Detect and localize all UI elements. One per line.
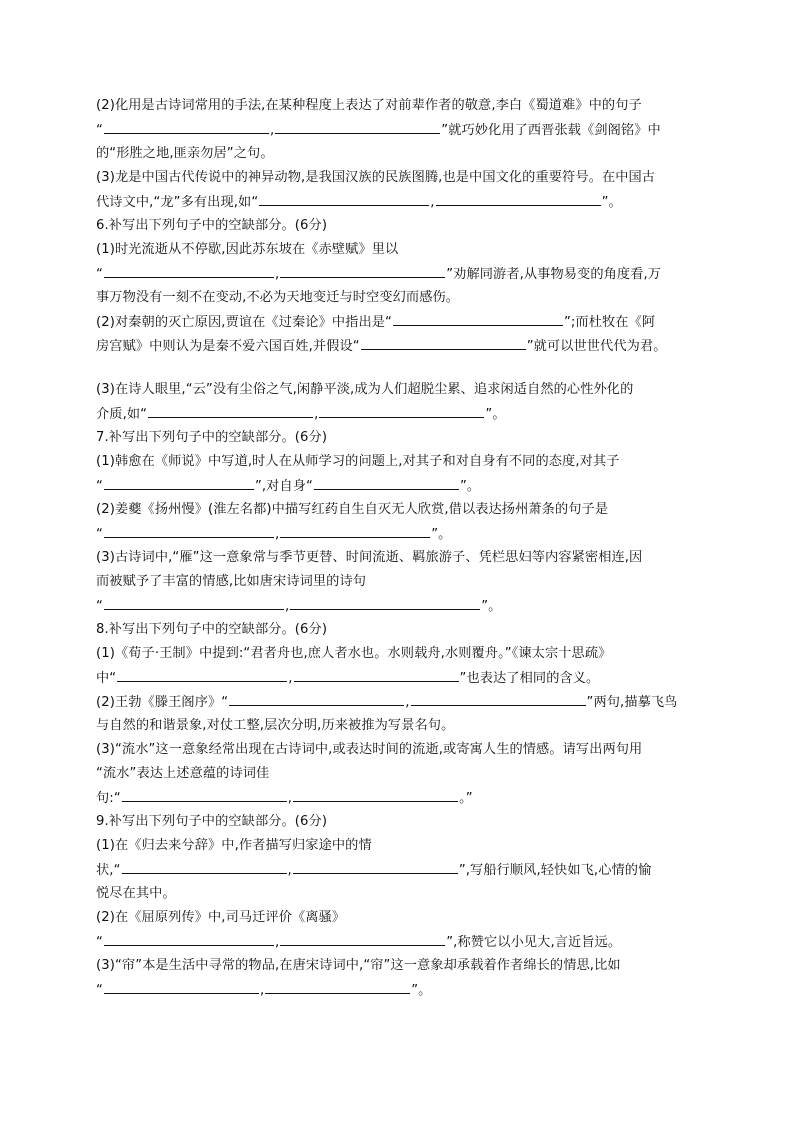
question-text: (3)古诗词中,“雁”这一意象常与季节更替、时间流逝、羁旅游子、凭栏思妇等内容紧密相连,因 <box>96 550 643 565</box>
fill-line <box>96 594 712 618</box>
question-text: (2)姜夔《扬州慢》(淮左名都)中描写红药自生自灭无人欣赏,借以表达扬州萧条的句子是 <box>96 502 609 517</box>
quote-close: ”。 <box>431 527 452 542</box>
question-text: (2)王勃《滕王阁序》“ <box>96 695 229 710</box>
answer-blank[interactable] <box>280 930 445 946</box>
fill-line <box>96 930 712 954</box>
document-page <box>96 94 712 1002</box>
quote-open: “ <box>96 267 103 282</box>
answer-blank[interactable] <box>265 978 410 994</box>
answer-blank[interactable] <box>314 474 459 490</box>
answer-blank[interactable] <box>411 690 586 706</box>
question-text: (1)在《归去来兮辞》中,作者描写归家途中的情 <box>96 838 372 853</box>
question-text: 的“形胜之地,匪亲勿居”之句。 <box>96 146 274 161</box>
separator: , <box>287 863 292 878</box>
separator: , <box>287 791 293 806</box>
question-text: (2)对秦朝的灭亡原因,贾谊在《过秦论》中指出是“ <box>96 315 392 330</box>
text-line <box>96 286 712 310</box>
question-text: 代诗文中,“龙”多有出现,如“ <box>96 195 259 210</box>
question-text: ”就可以世世代代为君。 <box>526 339 667 354</box>
separator: , <box>314 407 319 422</box>
fill-line <box>96 690 712 714</box>
text-line <box>96 834 712 858</box>
answer-blank[interactable] <box>290 594 480 610</box>
fill-line <box>96 522 712 546</box>
question-text: ”劝解同游者,从事物易变的角度看,万 <box>446 267 662 282</box>
text-line <box>96 738 712 762</box>
question-text: 句:“ <box>96 791 121 806</box>
quote-close: ”。 <box>411 983 432 998</box>
quote-close: ”。 <box>481 599 502 614</box>
text-line <box>96 642 712 666</box>
question-text: (3)“帘”本是生活中寻常的物品,在唐宋诗词中,“帘”这一意象却承载着作者绵长的情思,比如 <box>96 958 621 973</box>
fill-line <box>96 474 712 498</box>
text-line <box>96 714 712 738</box>
question-number: 9.补写出下列句子中的空缺部分。(6分) <box>96 814 328 829</box>
separator: , <box>274 935 280 950</box>
quote-open: “ <box>96 983 103 998</box>
fill-line <box>96 310 712 334</box>
answer-blank[interactable] <box>104 594 284 610</box>
answer-blank[interactable] <box>104 930 274 946</box>
question-text: (3)“流水”这一意象经常出现在古诗词中,或表达时间的流逝,或寄寓人生的情感。请写出两句用 <box>96 742 643 757</box>
fill-line <box>96 786 712 810</box>
separator: , <box>269 123 275 138</box>
section-heading <box>96 618 712 642</box>
fill-line <box>96 334 712 358</box>
question-text: ”,对自身“ <box>254 479 313 494</box>
question-text: “流水”表达上述意蕴的诗词佳 <box>96 766 270 781</box>
question-text: (2)化用是古诗词常用的手法,在某种程度上表达了对前辈作者的敬意,李白《蜀道难》中的句子 <box>96 98 642 113</box>
question-text: 事万物没有一刻不在变动,不必为天地变迁与时空变幻而感伤。 <box>96 290 460 305</box>
text-line <box>96 94 712 118</box>
question-number: 7.补写出下列句子中的空缺部分。(6分) <box>96 430 328 445</box>
fill-line <box>96 978 712 1002</box>
answer-blank[interactable] <box>229 690 404 706</box>
answer-blank[interactable] <box>293 786 458 802</box>
quote-close: ”。 <box>601 195 622 210</box>
answer-blank[interactable] <box>436 190 601 206</box>
answer-blank[interactable] <box>361 334 526 350</box>
question-text: (3)龙是中国古代传说中的神异动物,是我国汉族的民族图腾,也是中国文化的重要符号。在中国古 <box>96 170 656 185</box>
text-line <box>96 906 712 930</box>
answer-blank[interactable] <box>104 978 259 994</box>
question-text: 状,“ <box>96 863 121 878</box>
answer-blank[interactable] <box>293 858 458 874</box>
question-text: 与自然的和谐景象,对仗工整,层次分明,历来被推为写景名句。 <box>96 718 455 733</box>
question-text: ”也表达了相同的含义。 <box>459 671 600 686</box>
quote-open: “ <box>96 527 103 542</box>
quote-open: “ <box>96 935 103 950</box>
text-line <box>96 450 712 474</box>
question-text: (1)韩愈在《师说》中写道,时人在从师学习的问题上,对其子和对自身有不同的态度,对其子 <box>96 454 620 469</box>
fill-line <box>96 118 712 142</box>
separator: , <box>274 267 280 282</box>
answer-blank[interactable] <box>319 402 484 418</box>
question-text: ”;而杜牧在《阿 <box>563 315 656 330</box>
question-text: ”,写船行顺风,轻快如飞,心情的愉 <box>458 863 652 878</box>
question-text: (1)时光流逝从不停歇,因此苏东坡在《赤壁赋》里以 <box>96 242 399 257</box>
question-text: 房宫赋》中则认为是秦不爱六国百姓,并假设“ <box>96 339 360 354</box>
question-text: ”,称赞它以小见大,言近旨远。 <box>446 935 622 950</box>
text-line <box>96 498 712 522</box>
answer-blank[interactable] <box>148 402 313 418</box>
answer-blank[interactable] <box>275 118 440 134</box>
question-text: ”就巧妙化用了西晋张载《剑阁铭》中 <box>441 123 661 138</box>
section-heading <box>96 214 712 238</box>
fill-line <box>96 402 712 426</box>
answer-blank[interactable] <box>104 118 269 134</box>
section-heading <box>96 426 712 450</box>
separator: , <box>284 599 290 614</box>
spacer <box>96 358 712 378</box>
fill-line <box>96 858 712 882</box>
quote-close: ”。 <box>459 479 481 494</box>
quote-open: “ <box>96 123 103 138</box>
answer-blank[interactable] <box>104 522 274 538</box>
text-line <box>96 166 712 190</box>
answer-blank[interactable] <box>104 474 254 490</box>
text-line <box>96 378 712 402</box>
answer-blank[interactable] <box>294 666 459 682</box>
fill-line <box>96 262 712 286</box>
question-text: 悦尽在其中。 <box>96 886 176 901</box>
question-text: 而被赋予了丰富的情感,比如唐宋诗词里的诗句 <box>96 574 367 589</box>
answer-blank[interactable] <box>122 858 287 874</box>
question-text: 介质,如“ <box>96 407 148 422</box>
text-line <box>96 546 712 570</box>
question-number: 6.补写出下列句子中的空缺部分。(6分) <box>96 218 328 233</box>
quote-open: “ <box>96 479 103 494</box>
answer-blank[interactable] <box>259 190 429 206</box>
separator: , <box>430 195 435 210</box>
text-line <box>96 762 712 786</box>
fill-line <box>96 666 712 690</box>
text-line <box>96 238 712 262</box>
section-heading <box>96 810 712 834</box>
answer-blank[interactable] <box>117 666 287 682</box>
text-line <box>96 570 712 594</box>
fill-line <box>96 190 712 214</box>
answer-blank[interactable] <box>280 522 430 538</box>
question-text: (2)在《屈原列传》中,司马迁评价《离骚》 <box>96 910 346 925</box>
separator: , <box>259 983 265 998</box>
question-text: (1)《荀子·王制》中提到:“君者舟也,庶人者水也。水则载舟,水则覆舟。”《谏太宗十思疏》 <box>96 646 612 661</box>
separator: , <box>288 671 293 686</box>
question-text: 中“ <box>96 671 117 686</box>
separator: , <box>274 527 280 542</box>
quote-close: 。” <box>459 791 473 806</box>
answer-blank[interactable] <box>104 262 274 278</box>
answer-blank[interactable] <box>280 262 445 278</box>
quote-close: ”。 <box>485 407 506 422</box>
text-line <box>96 142 712 166</box>
question-text: (3)在诗人眼里,“云”没有尘俗之气,闲静平淡,成为人们超脱尘累、追求闲适自然的心性外化的 <box>96 382 634 397</box>
answer-blank[interactable] <box>393 310 563 326</box>
text-line <box>96 954 712 978</box>
question-text: ”两句,描摹飞鸟 <box>586 695 678 710</box>
quote-open: “ <box>96 599 103 614</box>
question-number: 8.补写出下列句子中的空缺部分。(6分) <box>96 622 328 637</box>
separator: , <box>405 695 410 710</box>
answer-blank[interactable] <box>122 786 287 802</box>
text-line <box>96 882 712 906</box>
